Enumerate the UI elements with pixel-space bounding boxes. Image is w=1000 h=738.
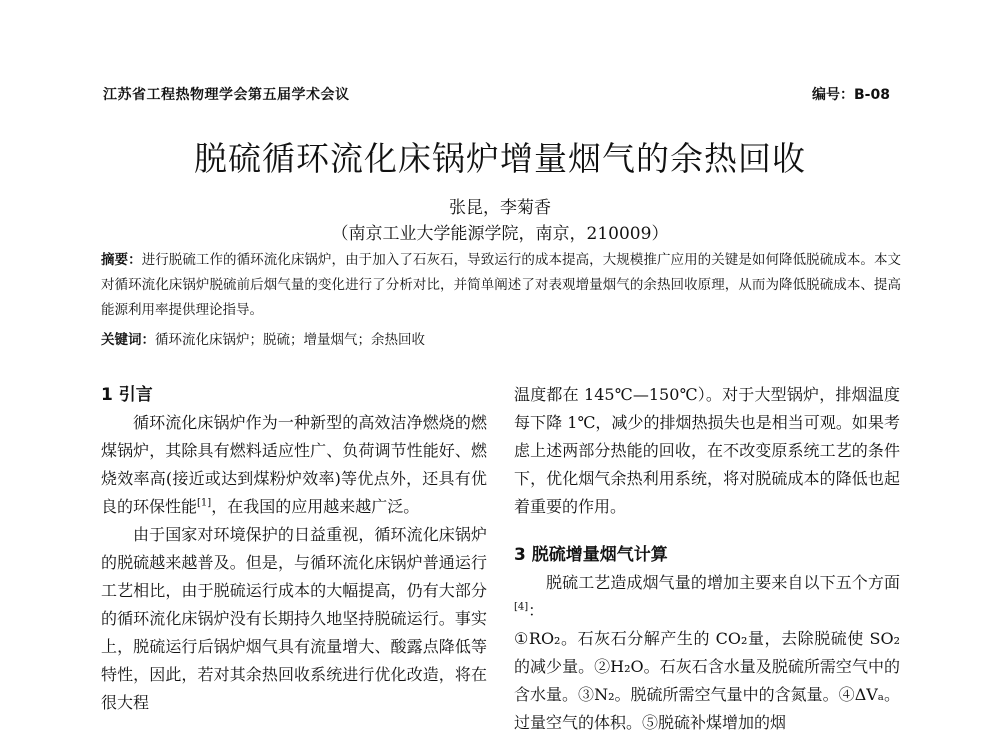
keywords-text: 循环流化床锅炉；脱硫；增量烟气；余热回收 <box>155 332 425 348</box>
section-3-heading: 3 脱硫增量烟气计算 <box>514 545 668 565</box>
abstract-text: 进行脱硫工作的循环流化床锅炉，由于加入了石灰石，导致运行的成本提高，大规模推广应用的关键是如何降低脱硫成本。本文对循环流化床锅炉脱硫前后烟气量的变化进行了分析对比，并简单阐述了对表观增量烟气的余热回收原理，从而为降低脱硫成本、提高能源利用率提供理论指导。 <box>101 252 902 318</box>
section-3-paragraph <box>514 569 900 625</box>
abstract <box>101 248 901 323</box>
continued-paragraph: 温度都在 145℃—150℃）。对于大型锅炉，排烟温度每下降 1℃，减少的排烟热损失也是相当可观。如果考虑上述两部分热能的回收，在不改变原系统工艺的条件下，优化烟气余热利用系统，将对脱硫成本的降低也起着重要的作用。 <box>514 385 900 516</box>
intro-paragraph-1 <box>101 409 487 521</box>
intro-p1-text-end: ，在我国的应用越来越广泛。 <box>211 497 420 516</box>
flue-gas-items: ①RO₂。石灰石分解产生的 CO₂量，去除脱硫使 SO₂的减少量。②H₂O。石灰石含水量及脱硫所需空气中的含水量。③N₂。脱硫所需空气量中的含氮量。④ΔVₐ。过量空气的体积。⑤脱硫补煤增加的烟 <box>514 629 900 732</box>
left-column <box>101 381 487 717</box>
authors: 张昆，李菊香 <box>449 198 551 218</box>
abstract-label: 摘要： <box>101 252 142 268</box>
citation-1: [1] <box>197 497 212 509</box>
keywords <box>101 328 901 348</box>
intro-p1-text: 循环流化床锅炉作为一种新型的高效洁净燃烧的燃煤锅炉，其除具有燃料适应性广、负荷调节性能好、燃烧效率高(接近或达到煤粉炉效率)等优点外，还具有优良的环保性能 <box>101 413 487 516</box>
paper-title: 脱硫循环流化床锅炉增量烟气的余热回收 <box>194 139 806 178</box>
citation-4: [4] <box>514 601 529 613</box>
section-1-heading: 1 引言 <box>101 385 153 405</box>
paper-code: 编号：B-08 <box>812 87 890 103</box>
intro-paragraph-2: 由于国家对环境保护的日益重视，循环流化床锅炉的脱硫越来越普及。但是，与循环流化床锅炉普通运行工艺相比，由于脱硫运行成本的大幅提高，仍有大部分的循环流化床锅炉没有长期持久地坚持脱硫运行。事实上，脱硫运行后锅炉烟气具有流量增大、酸露点降低等特性，因此，若对其余热回收系统进行优化改造，将在很大程 <box>101 525 487 712</box>
conference-header: 江苏省工程热物理学会第五届学术会议 <box>103 87 350 103</box>
section-3-colon: ： <box>528 601 545 620</box>
section-3-text: 脱硫工艺造成烟气量的增加主要来自以下五个方面 <box>546 573 900 592</box>
affiliation: （南京工业大学能源学院，南京，210009） <box>331 224 669 244</box>
right-column <box>514 381 900 737</box>
keywords-label: 关键词： <box>101 332 155 348</box>
